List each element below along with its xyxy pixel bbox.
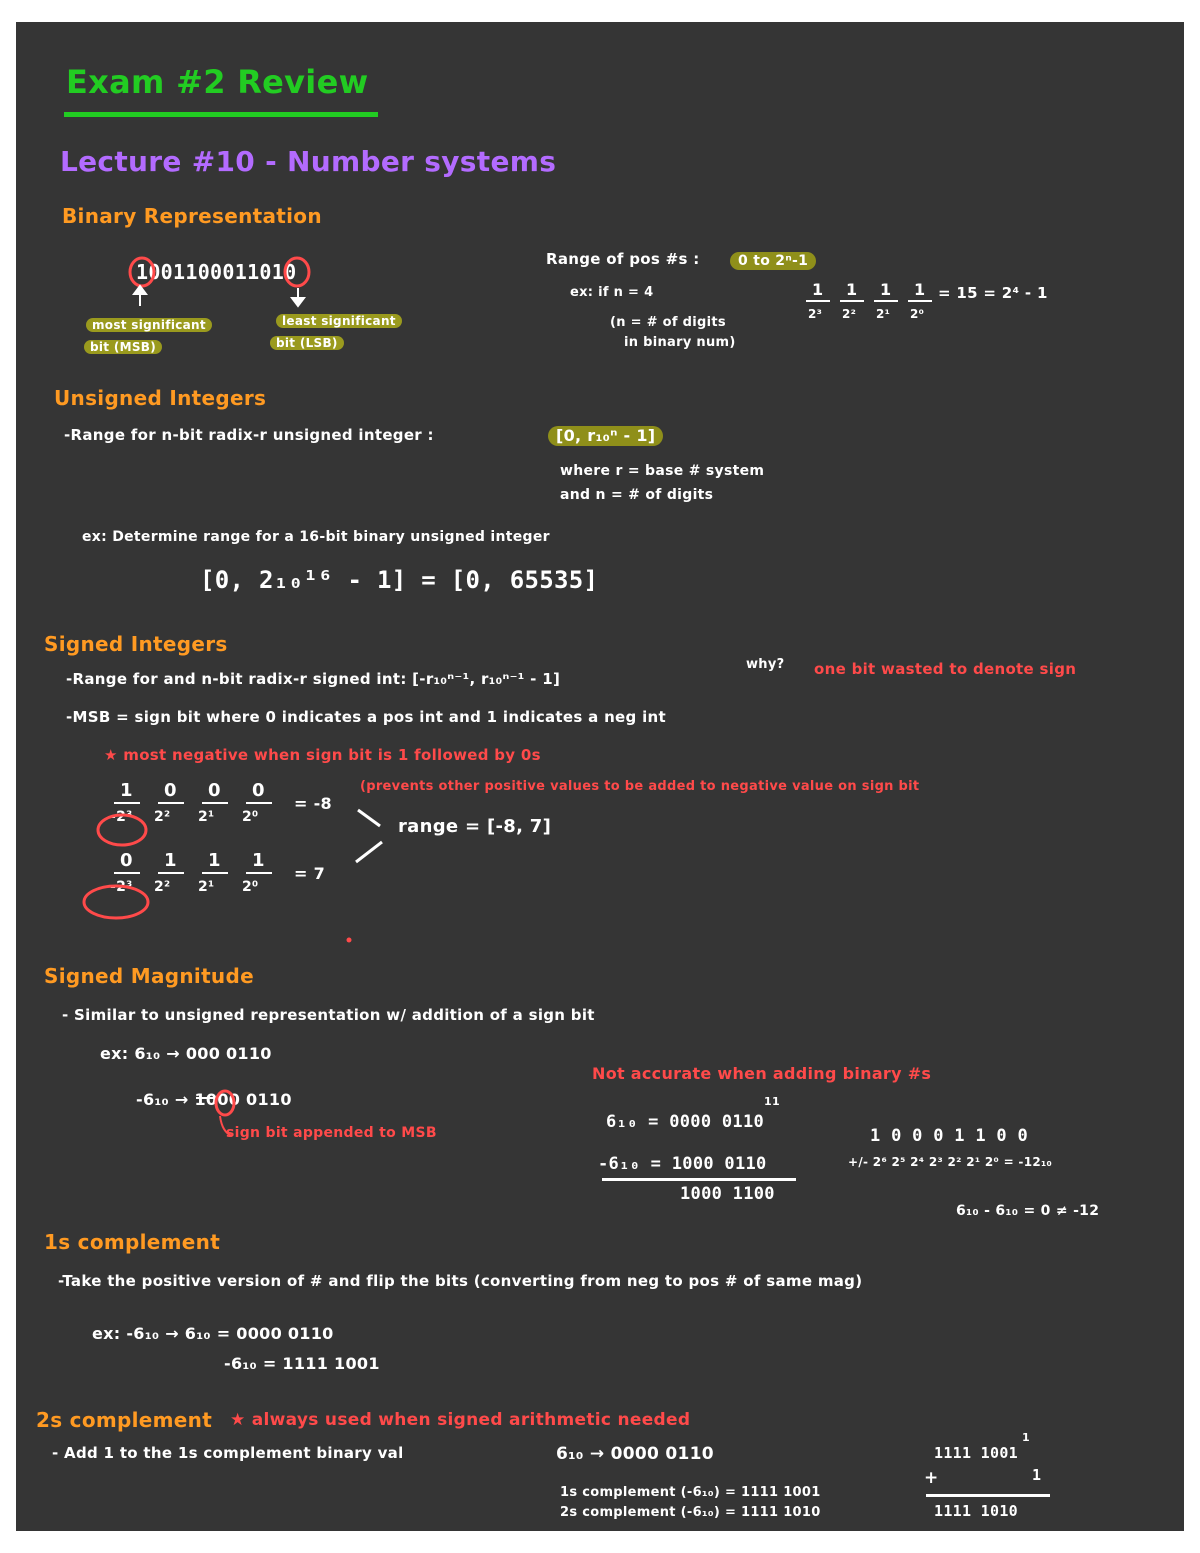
fraction-bar (246, 802, 272, 804)
fraction-numerator: 1 (914, 280, 926, 299)
prevents-note: (prevents other positive values to be added to negative value on sign bit (360, 779, 920, 794)
magnitude-ex-1: ex: 6₁₀ → 000 0110 (100, 1044, 272, 1063)
fraction-denominator: 2² (842, 307, 857, 321)
add-line-2: -6₁₀ = 1000 0110 (598, 1154, 767, 1174)
lecture-heading: Lecture #10 - Number systems (60, 145, 557, 178)
add-sum: 1000 1100 (680, 1184, 775, 1204)
fraction-numerator: 0 (208, 780, 221, 801)
signed-range: range = [-8, 7] (398, 816, 552, 837)
fraction-bar (246, 872, 272, 874)
pos-range-label: Range of pos #s : (546, 250, 700, 268)
signed-heading: Signed Integers (44, 632, 228, 656)
twos-add-plus: + (924, 1468, 939, 1488)
fraction-numerator: 0 (164, 780, 177, 801)
twos-line-3: 2s complement (-6₁₀) = 1111 1010 (560, 1505, 821, 1520)
twos-star-note: ★ always used when signed arithmetic needed (230, 1410, 691, 1430)
sum-powers: +/- 2⁶ 2⁵ 2⁴ 2³ 2² 2¹ 2⁰ = -12₁₀ (848, 1155, 1053, 1169)
fraction-numerator: 1 (880, 280, 892, 299)
where-1: where r = base # system (560, 463, 765, 479)
magnitude-bullet: - Similar to unsigned representation w/ addition of a sign bit (62, 1006, 595, 1024)
fraction-numerator: 1 (846, 280, 858, 299)
lsb-label-1: least significant (276, 314, 402, 328)
binary-heading: Binary Representation (62, 204, 322, 228)
ex-n4: ex: if n = 4 (570, 285, 654, 300)
twos-line-1: 6₁₀ → 0000 0110 (556, 1444, 714, 1464)
pos-range-value: 0 to 2ⁿ-1 (730, 252, 816, 270)
twos-add-result: 1111 1010 (934, 1502, 1018, 1520)
fraction-denominator: -2³ (110, 809, 133, 825)
msb-label-2: bit (MSB) (84, 340, 162, 354)
magnitude-ex-2-prefix: -6₁₀ → (136, 1090, 189, 1109)
twos-add-rule (926, 1494, 1050, 1497)
fraction-denominator: 2¹ (198, 809, 215, 825)
twos-add-top: 1111 1001 (934, 1444, 1018, 1462)
magnitude-ex-2 (136, 1092, 292, 1108)
fraction-bar (158, 872, 184, 874)
fraction-denominator: 2⁰ (242, 879, 259, 895)
row1-result: = -8 (294, 794, 332, 813)
ones-bullet: -Take the positive version of # and flip the bits (converting from neg to pos # of same mag) (58, 1272, 863, 1290)
why-answer: one bit wasted to denote sign (814, 660, 1077, 678)
not-accurate-note: Not accurate when adding binary #s (592, 1064, 932, 1083)
fraction-bar (908, 300, 932, 302)
fraction-bar (158, 802, 184, 804)
star-note: ★ most negative when sign bit is 1 followed by 0s (104, 746, 541, 764)
twos-bullet: - Add 1 to the 1s complement binary val (52, 1444, 404, 1462)
fraction-numerator: 1 (164, 850, 177, 871)
fraction-numerator: 1 (208, 850, 221, 871)
fraction-denominator: 2¹ (198, 879, 215, 895)
lsb-bit: 0 (284, 260, 297, 284)
fraction-denominator: 2² (154, 879, 171, 895)
page-title: Exam #2 Review (66, 63, 369, 101)
signed-bullet-1: -Range for and n-bit radix-r signed int: [-r₁₀ⁿ⁻¹, r₁₀ⁿ⁻¹ - 1] (66, 670, 561, 688)
sum-bits: 1 0 0 0 1 1 0 0 (870, 1126, 1029, 1146)
msb-bit: 1 (136, 260, 149, 284)
twos-add-one: 1 (1032, 1466, 1042, 1484)
title-underline (64, 112, 378, 117)
unsigned-bullet: -Range for n-bit radix-r unsigned integer : (64, 426, 434, 444)
ex-result: = 15 = 2⁴ - 1 (938, 284, 1048, 302)
fraction-bar (840, 300, 864, 302)
add-rule (602, 1178, 796, 1181)
fraction-denominator: 2⁰ (242, 809, 259, 825)
carry-11: 11 (764, 1095, 780, 1108)
ones-ex-1: ex: -6₁₀ → 6₁₀ = 0000 0110 (92, 1324, 334, 1343)
fraction-bar (806, 300, 830, 302)
chalkboard (16, 22, 1184, 1531)
twos-line-2: 1s complement (-6₁₀) = 1111 1001 (560, 1485, 821, 1500)
msb-label-1: most significant (86, 318, 212, 332)
fraction-bar (114, 802, 140, 804)
ones-ex-2: -6₁₀ = 1111 1001 (224, 1354, 380, 1373)
fraction-bar (114, 872, 140, 874)
fraction-denominator: 2² (154, 809, 171, 825)
fraction-numerator: 0 (252, 780, 265, 801)
magnitude-conclusion: 6₁₀ - 6₁₀ = 0 ≠ -12 (956, 1203, 1100, 1219)
sign-bit-note: sign bit appended to MSB (226, 1125, 437, 1141)
unsigned-formula: [0, 2₁₀¹⁶ - 1] = [0, 65535] (200, 566, 599, 594)
where-2: and n = # of digits (560, 487, 714, 503)
fraction-numerator: 1 (252, 850, 265, 871)
fraction-numerator: 0 (120, 850, 133, 871)
add-line-1: 6₁₀ = 0000 0110 (606, 1112, 765, 1132)
unsigned-example: ex: Determine range for a 16-bit binary unsigned integer (82, 529, 550, 545)
fraction-numerator: 1 (120, 780, 133, 801)
unsigned-range: [0, r₁₀ⁿ - 1] (548, 426, 663, 446)
binary-bits (136, 262, 296, 282)
signed-bullet-2: -MSB = sign bit where 0 indicates a pos int and 1 indicates a neg int (66, 708, 666, 726)
ex-note-2: in binary num) (624, 335, 736, 350)
fraction-denominator: 2⁰ (910, 307, 925, 321)
fraction-denominator: 2¹ (876, 307, 891, 321)
why-label: why? (746, 657, 785, 672)
middle-bits: 00110001101 (148, 260, 285, 284)
fraction-bar (202, 872, 228, 874)
unsigned-heading: Unsigned Integers (54, 386, 267, 410)
fraction-bar (202, 802, 228, 804)
fraction-denominator: 2³ (808, 307, 823, 321)
ex-note-1: (n = # of digits (610, 315, 726, 330)
fraction-bar (874, 300, 898, 302)
magnitude-heading: Signed Magnitude (44, 964, 254, 988)
twos-carry: 1 (1022, 1431, 1030, 1444)
lsb-label-2: bit (LSB) (270, 336, 344, 350)
row2-result: = 7 (294, 864, 326, 883)
fraction-denominator: -2³ (110, 879, 133, 895)
twos-heading: 2s complement (36, 1408, 213, 1432)
magnitude-ex-2-bits: 1000 0110 (194, 1090, 292, 1109)
fraction-numerator: 1 (812, 280, 824, 299)
ones-heading: 1s complement (44, 1230, 221, 1254)
